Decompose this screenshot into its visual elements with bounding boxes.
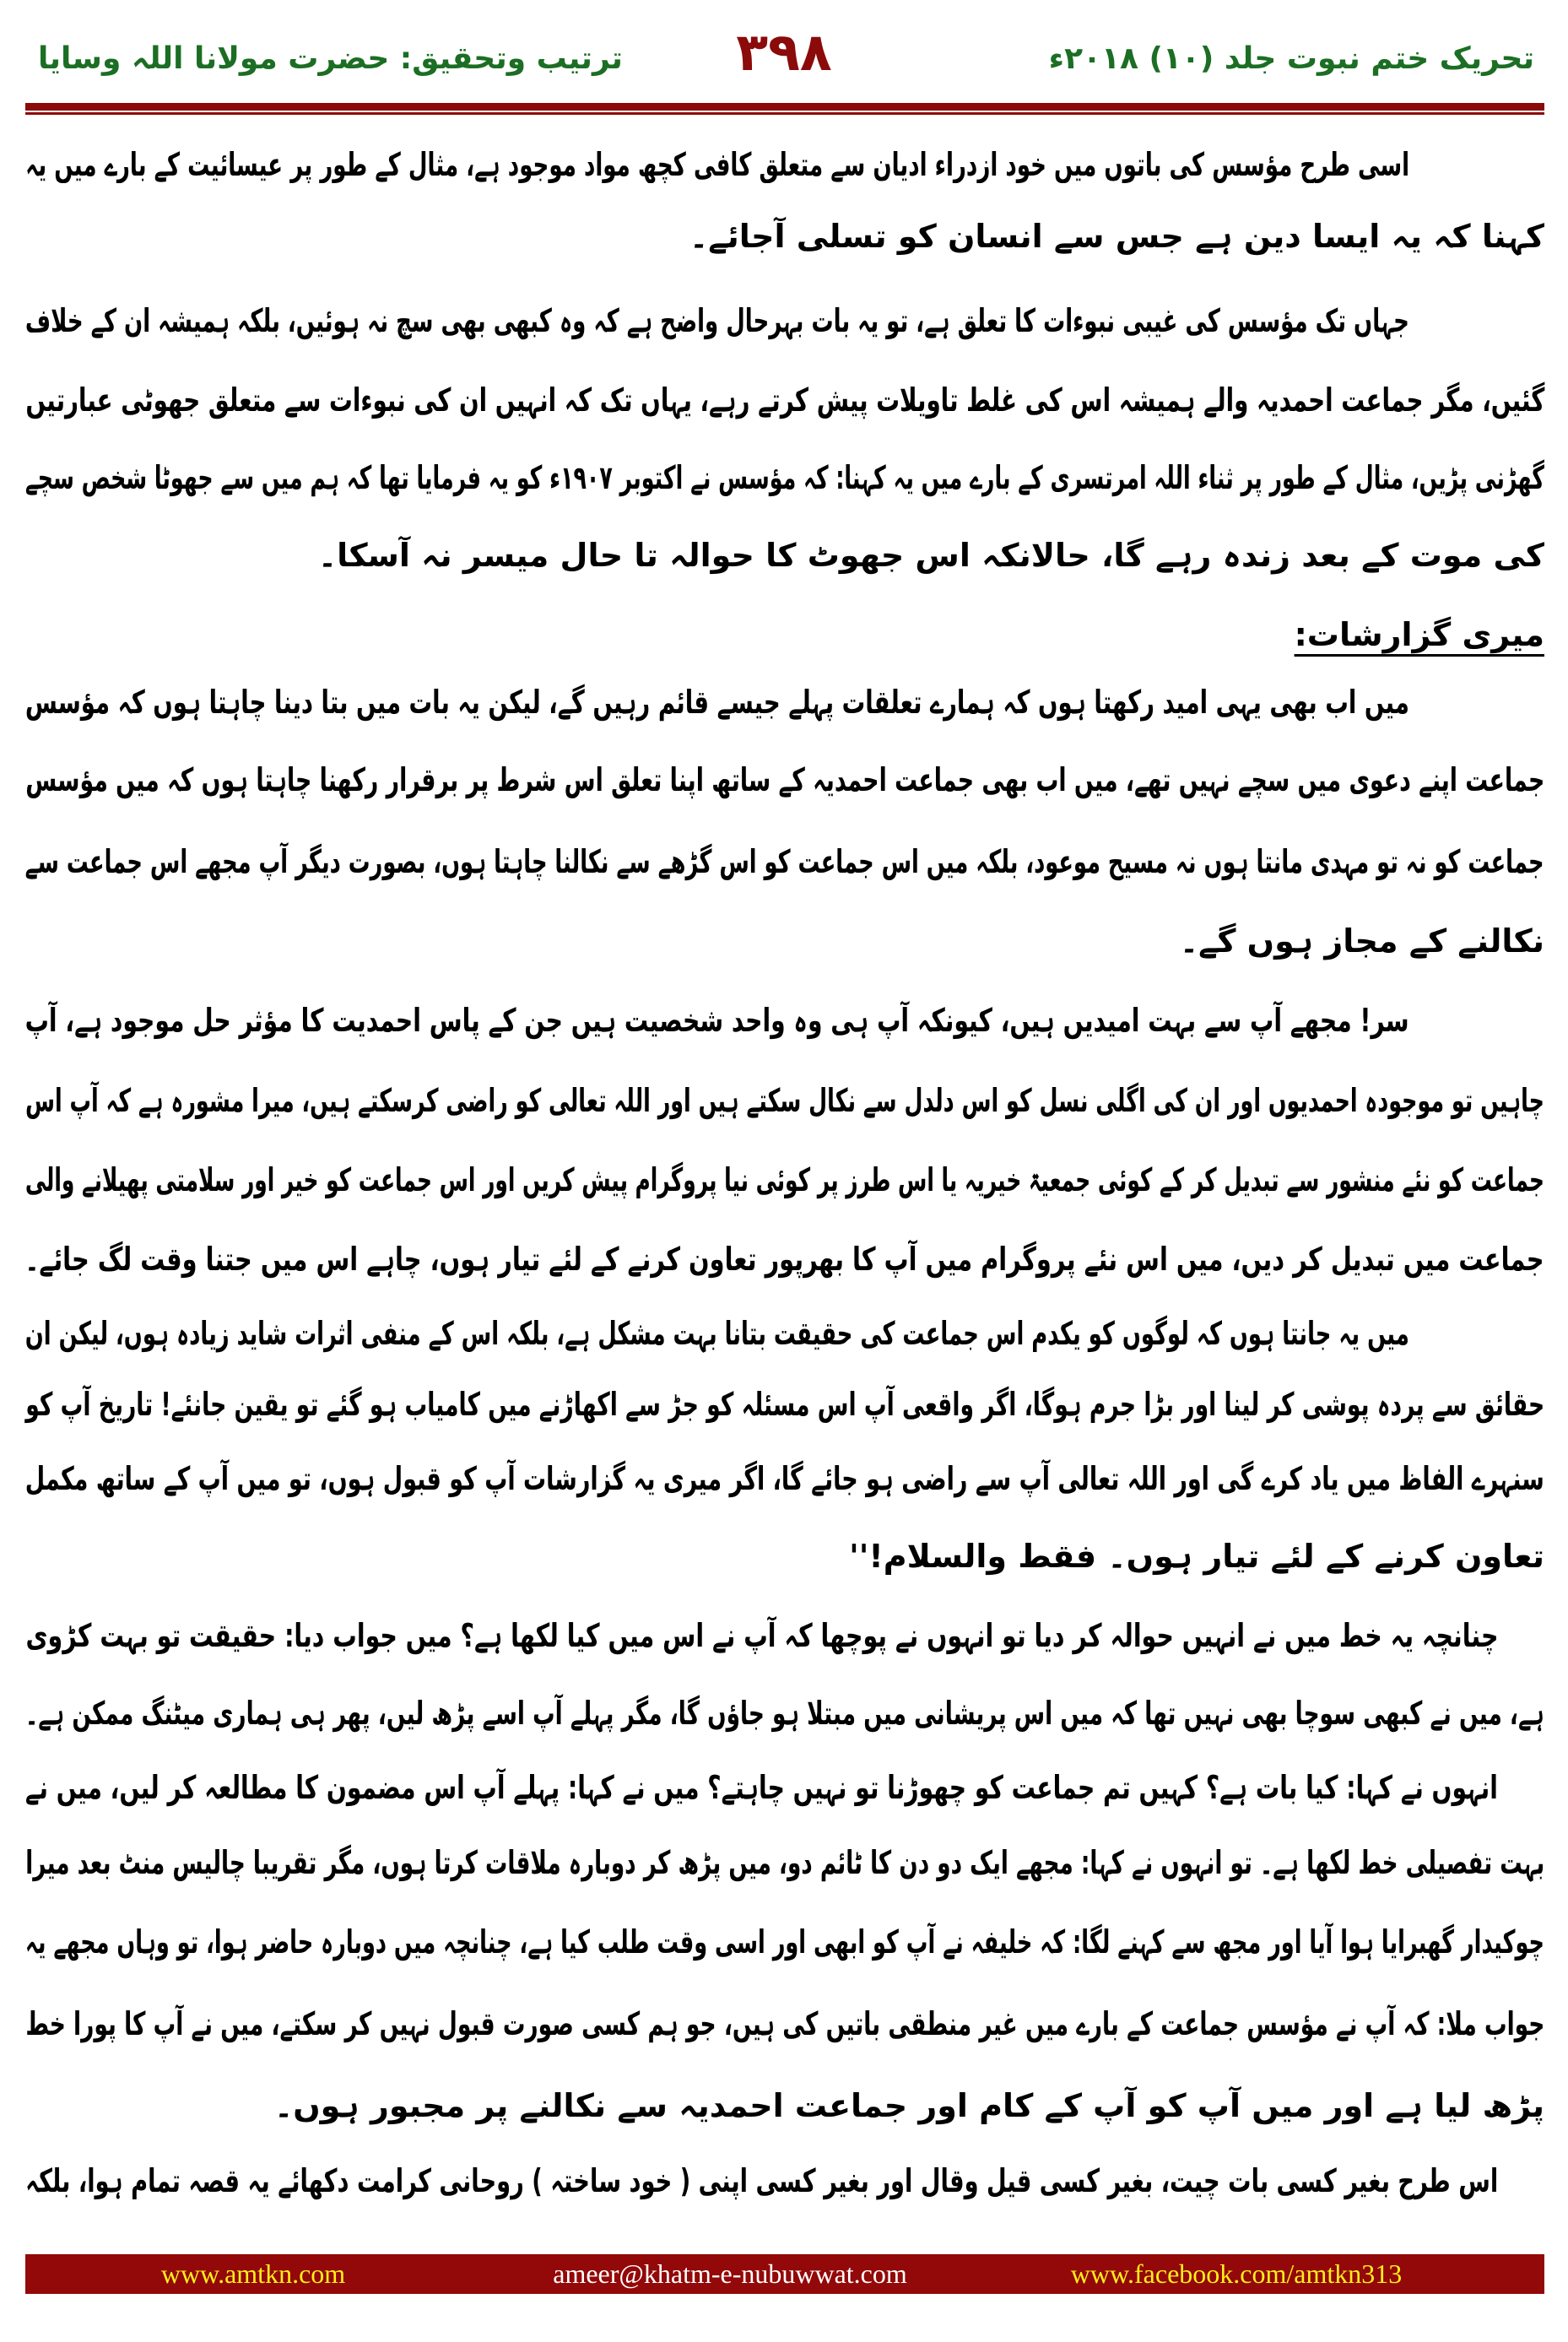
text-line-content: میری گزارشات: bbox=[1294, 616, 1544, 653]
text-line bbox=[25, 1674, 1544, 1752]
text-line bbox=[25, 1366, 1544, 1443]
text-line-content: میں اب بھی یہی امید رکھتا ہوں کہ ہمارے تعلقات پہلے جیسے قائم رہیں گے، لیکن یہ بات میں بتا دینا چاہتا ہوں کہ مؤسس bbox=[25, 684, 1409, 721]
page-number: ۳۹۸ bbox=[736, 21, 832, 83]
text-line-content: میں یہ جانتا ہوں کہ لوگوں کو یکدم اس جماعت کی حقیقت بتانا بہت مشکل ہے، بلکہ اس کے منفی اثرات شاید زیادہ ہوں، لیکن ان bbox=[25, 1315, 1409, 1352]
text-line-content: چاہیں تو موجودہ احمدیوں اور ان کی اگلی نسل کو اس دلدل سے نکال سکتے ہیں اور اللہ تعالی کو راضی کرسکتے ہیں، میرا مشورہ ہے کہ آپ اس bbox=[25, 1082, 1544, 1119]
section-heading bbox=[25, 596, 1544, 673]
text-line-content: پڑھ لیا ہے اور میں آپ کو آپ کے کام اور جماعت احمدیہ سے نکالنے پر مجبور ہوں۔ bbox=[273, 2087, 1544, 2124]
text-line bbox=[25, 2142, 1498, 2220]
text-line bbox=[25, 126, 1409, 203]
text-line-content: حقائق سے پردہ پوشی کر لینا اور بڑا جرم ہوگا، اگر واقعی آپ اس مسئلہ کو جڑ سے اکھاڑنے میں کامیاب ہو گئے تو یقین جانئے! تاریخ آپ کو bbox=[25, 1386, 1544, 1423]
header-rule-thin bbox=[25, 112, 1544, 115]
text-line bbox=[25, 1062, 1544, 1139]
text-line bbox=[25, 1141, 1544, 1219]
text-line bbox=[25, 439, 1544, 517]
text-line-content: جہاں تک مؤسس کی غیبی نبوءات کا تعلق ہے، تو یہ بات بہرحال واضح ہے کہ وہ کبھی بھی سچ نہ ہوئیں، بلکہ ہمیشہ ان کے خلاف bbox=[25, 302, 1409, 339]
text-line bbox=[25, 902, 1544, 980]
text-line-content: بہت تفصیلی خط لکھا ہے۔ تو انہوں نے کہا: مجھے ایک دو دن کا ٹائم دو، میں پڑھ کر دوبارہ ملاقات کرتا ہوں، مگر تقریبا چالیس منٹ بعد میرا bbox=[25, 1844, 1544, 1881]
text-line-content: ہے، میں نے کبھی سوچا بھی نہیں تھا کہ میں اس پریشانی میں مبتلا ہو جاؤں گا، مگر پہلے آپ اسے پڑھ لیں، پھر ہی ہماری میٹنگ ممکن ہے۔ bbox=[25, 1695, 1544, 1732]
text-line bbox=[25, 663, 1409, 741]
text-line-content: اسی طرح مؤسس کی باتوں میں خود ازدراء ادیان سے متعلق کافی کچھ مواد موجود ہے، مثال کے طور پر عیسائیت کے بارے میں یہ bbox=[25, 146, 1409, 183]
text-line-content: جواب ملا: کہ آپ نے مؤسس جماعت کے بارے میں غیر منطقی باتیں کی ہیں، جو ہم کسی صورت قبول نہیں کر سکتے، میں نے آپ کا پورا خط bbox=[25, 2005, 1544, 2042]
text-line bbox=[25, 741, 1544, 819]
text-line-content: چوکیدار گھبرایا ہوا آیا اور مجھ سے کہنے لگا: کہ خلیفہ نے آپ کو ابھی اور اسی وقت طلب کیا ہے، چنانچہ میں دوبارہ حاضر ہوا، تو وہاں مجھے یہ bbox=[25, 1923, 1544, 1961]
text-line bbox=[25, 1903, 1544, 1981]
text-line bbox=[25, 2067, 1544, 2145]
footer-email-link[interactable]: ameer@khatm-e-nubuwwat.com bbox=[553, 2258, 907, 2289]
text-line-content: جماعت کو نہ تو مہدی مانتا ہوں نہ مسیح موعود، بلکہ میں اس جماعت کو اس گڑھے سے نکالنا چاہتا ہوں، بصورت دیگر آپ مجھے اس جماعت سے bbox=[25, 843, 1544, 880]
footer-facebook-link[interactable]: www.facebook.com/amtkn313 bbox=[1070, 2258, 1403, 2289]
text-line-content: جماعت میں تبدیل کر دیں، میں اس نئے پروگرام میں آپ کا بھرپور تعاون کرنے کے لئے تیار ہوں، چاہے اس میں جتنا وقت لگ جائے۔ bbox=[25, 1241, 1544, 1278]
text-line bbox=[25, 1824, 1544, 1901]
text-line bbox=[25, 1597, 1498, 1674]
text-line-content: کہنا کہ یہ ایسا دین ہے جس سے انسان کو تسلی آجائے۔ bbox=[689, 218, 1544, 255]
text-line-content: گھڑنی پڑیں، مثال کے طور پر ثناء اللہ امرتسری کے بارے میں یہ کہنا: کہ مؤسس نے اکتوبر ۱۹۰۷ء کو یہ فرمایا تھا کہ ہم میں سے جھوٹا شخص سچے bbox=[24, 459, 1544, 496]
text-line-content: جماعت کو نئے منشور سے تبدیل کر کے کوئی جمعیۃ خیریہ یا اس طرز پر کوئی نیا پروگرام پیش کریں اور اس جماعت کو خیر اور سلامتی پھیلانے والی bbox=[24, 1161, 1544, 1198]
footer-bar bbox=[25, 2254, 1544, 2294]
text-line-content: سر! مجھے آپ سے بہت امیدیں ہیں، کیونکہ آپ ہی وہ واحد شخصیت ہیں جن کے پاس احمدیت کا مؤثر حل موجود ہے، آپ bbox=[25, 1002, 1409, 1039]
footer-website-link[interactable]: www.amtkn.com bbox=[160, 2258, 346, 2289]
text-line bbox=[25, 517, 1544, 594]
text-line bbox=[25, 1220, 1544, 1298]
text-line-content: نکالنے کے مجاز ہوں گے۔ bbox=[1179, 922, 1544, 960]
text-line bbox=[25, 1749, 1498, 1826]
text-line bbox=[25, 1985, 1544, 2063]
text-line-content: کی موت کے بعد زندہ رہے گا، حالانکہ اس جھوٹ کا حوالہ تا حال میسر نہ آسکا۔ bbox=[317, 537, 1544, 574]
header-rule-thick bbox=[25, 103, 1544, 111]
text-line-content: انہوں نے کہا: کیا بات ہے؟ کہیں تم جماعت کو چھوڑنا تو نہیں چاہتے؟ میں نے کہا: پہلے آپ اس مضمون کا مطالعہ کر لیں، میں نے bbox=[24, 1769, 1498, 1806]
text-line-content: گئیں، مگر جماعت احمدیہ والے ہمیشہ اس کی غلط تاویلات پیش کرتے رہے، یہاں تک کہ انہیں ان کی نبوءات سے متعلق جھوٹی عبارتیں bbox=[25, 381, 1544, 419]
text-line bbox=[25, 982, 1409, 1059]
text-line-content: سنہرے الفاظ میں یاد کرے گی اور اللہ تعالی آپ سے راضی ہو جائے گا، اگر میری یہ گزارشات آپ کو قبول ہوں، تو میں آپ کے ساتھ مکمل bbox=[25, 1460, 1544, 1497]
book-title: تحریک ختم نبوت جلد (۱۰) ۲۰۱۸ء bbox=[1048, 41, 1534, 76]
text-line bbox=[25, 1440, 1544, 1517]
text-line bbox=[25, 361, 1544, 439]
text-line-content: تعاون کرنے کے لئے تیار ہوں۔ فقط والسلام!'' bbox=[849, 1538, 1544, 1575]
text-line bbox=[25, 1517, 1544, 1595]
text-line-content: جماعت اپنے دعوی میں سچے نہیں تھے، میں اب بھی جماعت احمدیہ کے ساتھ اپنا تعلق اس شرط پر برقرار رکھنا چاہتا ہوں کہ میں مؤسس bbox=[25, 761, 1544, 798]
text-line bbox=[25, 197, 1544, 275]
text-line-content: چنانچہ یہ خط میں نے انہیں حوالہ کر دیا تو انہوں نے پوچھا کہ آپ نے اس میں کیا لکھا ہے؟ میں جواب دیا: حقیقت تو بہت کڑوی bbox=[25, 1617, 1498, 1654]
text-line bbox=[25, 282, 1409, 360]
text-line bbox=[25, 1295, 1409, 1372]
text-line-content: اس طرح بغیر کسی بات چیت، بغیر کسی قیل وقال اور بغیر کسی اپنی ( خود ساختہ ) روحانی کرامت دکھائے یہ قصہ تمام ہوا، بلکہ bbox=[25, 2162, 1498, 2199]
compiler-credit: ترتیب وتحقیق: حضرت مولانا اللہ وسایا bbox=[38, 41, 623, 76]
text-line bbox=[25, 823, 1544, 901]
